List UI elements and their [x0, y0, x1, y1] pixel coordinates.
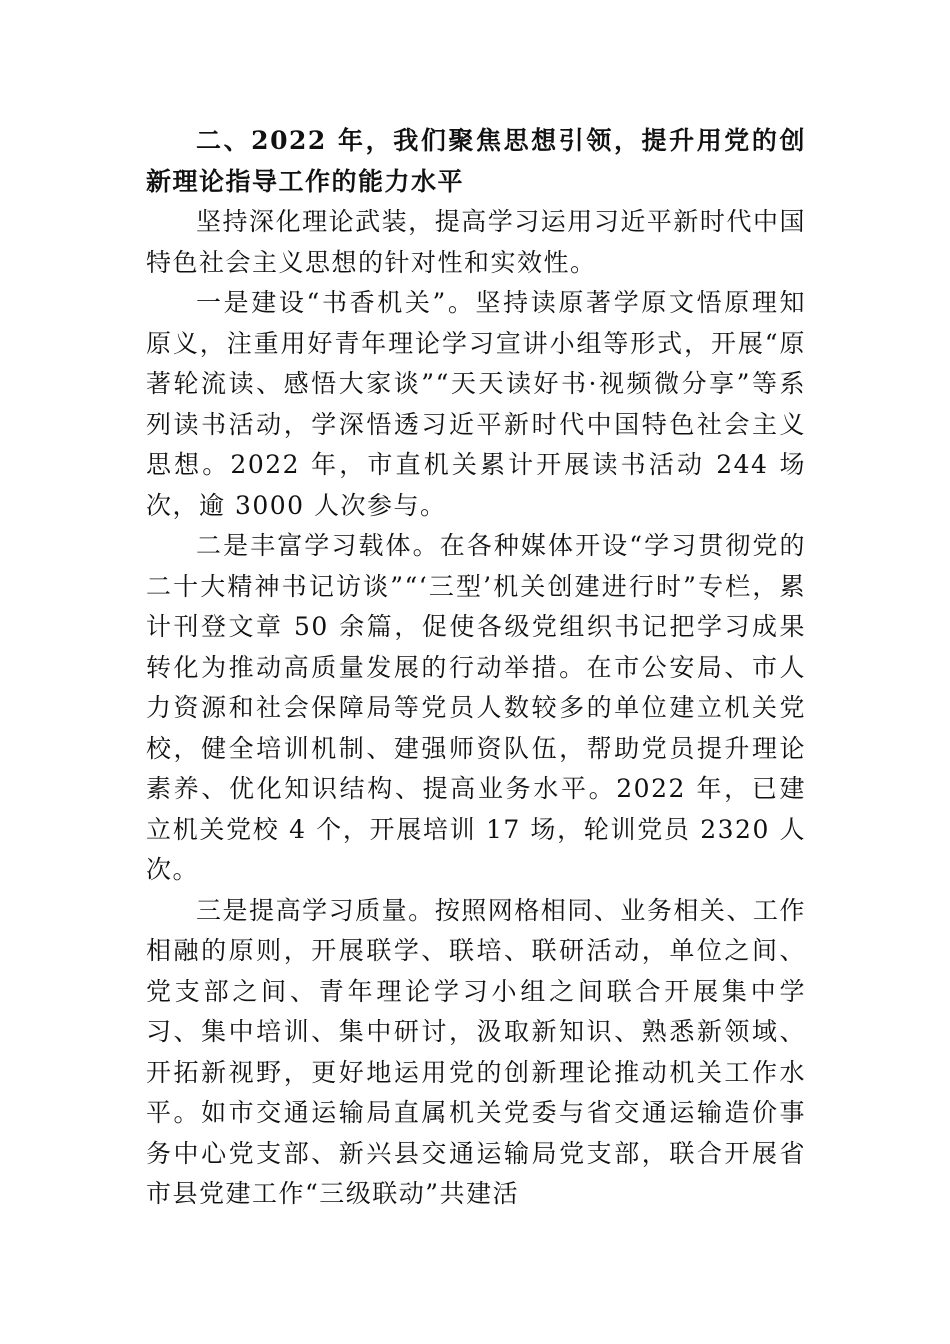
- paragraph-learning-quality: 三是提高学习质量。按照网格相同、业务相关、工作相融的原则，开展联学、联培、联研活动，单位之间、党支部之间、青年理论学习小组之间联合开展集中学习、集中培训、集中研讨，汲取新知识、熟悉新领域、开拓新视野，更好地运用党的创新理论推动机关工作水平。如市交通运输局直属机关党委与省交通运输造价事务中心党支部、新兴县交通运输局党支部，联合开展省市县党建工作“三级联动”共建活: [146, 895, 806, 1208]
- paragraph-intro: 坚持深化理论武装，提高学习运用习近平新时代中国特色社会主义思想的针对性和实效性。: [146, 207, 806, 277]
- section-heading: 二、2022 年，我们聚焦思想引领，提升用党的创新理论指导工作的能力水平: [146, 126, 806, 196]
- document-body: [146, 121, 806, 1215]
- paragraph-learning-carriers: 二是丰富学习载体。在各种媒体开设“学习贯彻党的二十大精神书记访谈”“‘三型’机关创建进行时”专栏，累计刊登文章 50 余篇，促使各级党组织书记把学习成果转化为推动高质量发展的行动举措。在市公安局、市人力资源和社会保障局等党员人数较多的单位建立机关党校，健全培训机制、建强师资队伍，帮助党员提升理论素养、优化知识结构、提高业务水平。2022 年，已建立机关党校 4 个，开展培训 17 场，轮训党员 2320 人次。: [146, 531, 806, 884]
- paragraph-reading-organ: 一是建设“书香机关”。坚持读原著学原文悟原理知原义，注重用好青年理论学习宣讲小组等形式，开展“原著轮流读、感悟大家谈”“天天读好书·视频微分享”等系列读书活动，学深悟透习近平新时代中国特色社会主义思想。2022 年，市直机关累计开展读书活动 244 场次，逾 3000 人次参与。: [146, 288, 806, 520]
